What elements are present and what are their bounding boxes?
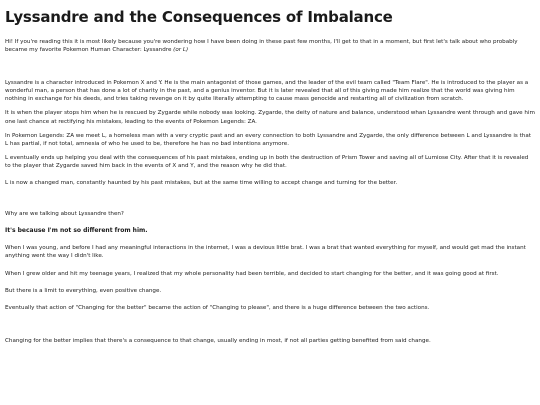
paragraph-2: It is when the player stops him when he is rescued by Zygarde while nobody was looking. Zygarde, the deity of nature and balance, understood whan Lyssandre went through and gave him one last chance at rectifying his mistakes, leading to the events of Pokemon Legends: ZA. <box>5 110 535 125</box>
question-line: Why are we talking about Lyssandre then? <box>5 211 124 218</box>
article-title: Lyssandre and the Consequences of Imbalance <box>5 8 393 26</box>
paragraph-6: When I was young, and before I had any meaningful interactions in the internet, I was a devious little brat. I was a brat that wanted everything for myself, and would get mad the instant anything went the way I didn't like. <box>5 245 526 260</box>
paragraph-8: But there is a limit to everything, even positive change. <box>5 287 162 294</box>
paragraph-4: L eventually ends up helping you deal with the consequences of his past mistakes, ending up in both the destruction of Prism Tower and saving all of Lumiose City. After that it is revealed to the player that Zygarde saved him back in the events of X and Y, and the reason why he did that. <box>5 154 529 169</box>
answer-heading: It's because I'm not so different from him. <box>5 227 148 235</box>
paragraph-1: Lyssandre is a character introduced in Pokemon X and Y. He is the main antagonist of those games, and the leader of the evil team called "Team Flare". He is introduced to the player as a wonderful man, a person that has done a lot of charity in the past, and a genius inventor. But it is later revealed that all of this giving made him realize that the world was giving him nothing in exchange for his deeds, and tries taking revenge on it by quite literally attempting to cause mass genocide and restarting all of civilization from scratch. <box>5 80 529 103</box>
intro-aside: (or L) <box>173 47 189 54</box>
intro-text: Hi! If you're reading this it is most likely because you're wondering how I have been doing in these past few months, I'll get to that in a moment, but first let's talk about who probably became my favorite Pokemon Human Character: Lyssandre <box>5 39 518 54</box>
intro-paragraph <box>5 38 535 54</box>
paragraph-7: When I grew older and hit my teenage years, I realized that my whole personality had been terrible, and decided to start changing for the better, and it was going good at first. <box>5 270 499 277</box>
paragraph-3: In Pokemon Legends: ZA we meet L, a homeless man with a very cryptic past and an every connection to both Lyssandre and Zygarde, the only difference between L and Lyssandre is that L has partial, if not total, amnesia of who he used to be, therefore he has no bad intentions anymore. <box>5 132 531 147</box>
paragraph-5: L is now a changed man, constantly haunted by his past mistakes, but at the same time willing to accept change and turning for the better. <box>5 180 398 187</box>
closing-paragraph: Changing for the better implies that there's a consequence to that change, usually ending in most, if not all parties getting benefited from said change. <box>5 337 431 344</box>
paragraph-9: Eventually that action of "Changing for the better" became the action of "Changing to please", and there is a huge difference between the two actions. <box>5 304 430 311</box>
